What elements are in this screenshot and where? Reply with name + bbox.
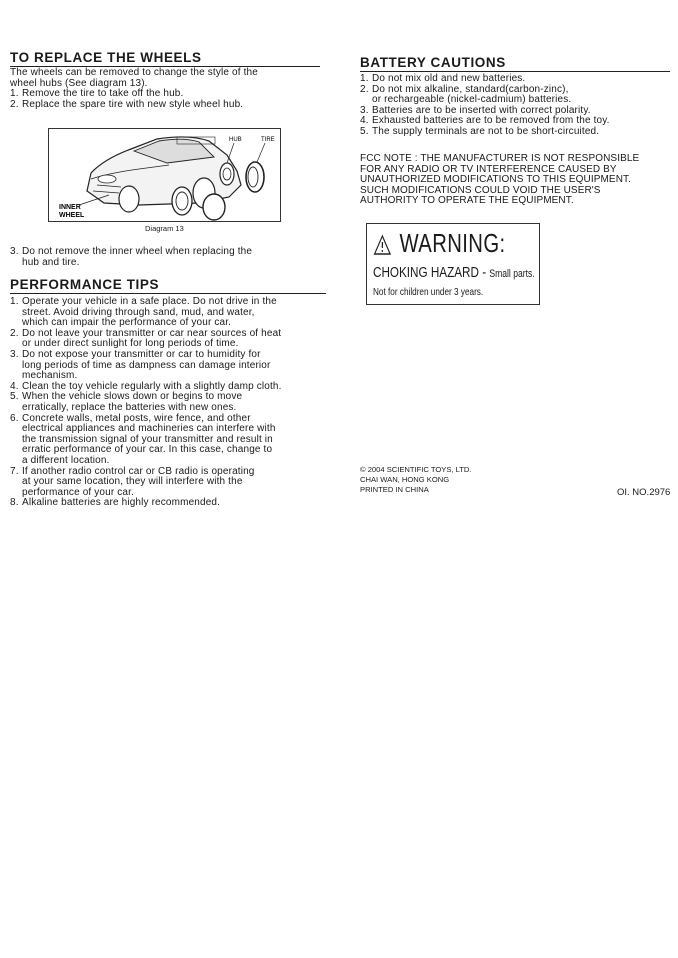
list-item: 3. Do not remove the inner wheel when replacing the hub and tire. bbox=[10, 246, 253, 268]
list-item: 1. Remove the tire to take off the hub. bbox=[10, 88, 184, 100]
replace-wheels-heading: TO REPLACE THE WHEELS bbox=[10, 51, 320, 67]
intro-line: The wheels can be removed to change the style of the bbox=[10, 67, 258, 78]
wheel-diagram bbox=[48, 128, 281, 222]
performance-tips-heading: PERFORMANCE TIPS bbox=[10, 278, 326, 294]
list-item: 3. Batteries are to be inserted with correct polarity. bbox=[360, 104, 591, 116]
tire-label: TIRE bbox=[261, 137, 275, 143]
list-item: 7. If another radio control car or CB radio is operating at your same location, they will interfere with the performance of your car. bbox=[10, 465, 255, 498]
list-item: 1. Operate your vehicle in a safe place. Do not drive in the street. Avoid driving through sand, mud, and water, which can impair the performance of your car. bbox=[10, 296, 277, 329]
replace-steps bbox=[10, 89, 328, 110]
list-item: 4. Exhausted batteries are to be removed from the toy. bbox=[360, 115, 610, 127]
hub-label: HUB bbox=[229, 137, 242, 143]
age-warning-text: Not for children under 3 years. bbox=[373, 286, 484, 298]
replace-wheels-intro bbox=[10, 68, 328, 110]
performance-tips-list bbox=[10, 297, 328, 509]
list-item: 8. Alkaline batteries are highly recommended. bbox=[10, 497, 221, 509]
intro-line: wheel hubs (See diagram 13). bbox=[10, 77, 148, 89]
inner-wheel-label: WHEEL bbox=[59, 212, 85, 219]
list-item: 5. When the vehicle slows down or begins to move erratically, replace the batteries with new ones. bbox=[10, 391, 243, 413]
replace-step-3 bbox=[10, 247, 328, 268]
fcc-note: FCC NOTE : THE MANUFACTURER IS NOT RESPONSIBLE FOR ANY RADIO OR TV INTERFERENCE CAUSED BY UNAUTHORIZED MODIFICATIONS TO THIS EQUIPMENT. SUCH MODIFICATIONS COULD VOID THE USER'S AUTHORITY TO OPERATE THE EQUIPMENT. bbox=[360, 153, 640, 207]
document-code: OI. NO.2976 bbox=[617, 487, 671, 498]
choking-hazard-text: CHOKING HAZARD - Small parts. bbox=[373, 264, 535, 281]
list-item: 1. Do not mix old and new batteries. bbox=[360, 73, 526, 84]
list-item: 4. Clean the toy vehicle regularly with a slightly damp cloth. bbox=[10, 380, 282, 392]
list-item: 5. The supply terminals are not to be short-circuited. bbox=[360, 125, 600, 137]
list-item: 2. Replace the spare tire with new style wheel hub. bbox=[10, 98, 244, 110]
copyright-block: © 2004 SCIENTIFIC TOYS, LTD. CHAI WAN, HONG KONG PRINTED IN CHINA bbox=[360, 465, 472, 494]
list-item: 3. Do not expose your transmitter or car to humidity for long periods of time as dampness can damage interior mechanism. bbox=[10, 348, 271, 382]
car-wheel-illustration bbox=[49, 129, 280, 221]
warning-box bbox=[366, 223, 540, 305]
list-item: 2. Do not leave your transmitter or car near sources of heat or under direct sunlight for long periods of time. bbox=[10, 327, 282, 350]
warning-title: WARNING: bbox=[373, 228, 506, 258]
battery-cautions-list bbox=[360, 74, 672, 138]
warning-triangle-icon bbox=[373, 234, 392, 256]
list-item: 2. Do not mix alkaline, standard(carbon-zinc), or rechargeable (nickel-cadmium) batteries. bbox=[360, 83, 572, 106]
battery-cautions-heading: BATTERY CAUTIONS bbox=[360, 56, 670, 72]
diagram-caption: Diagram 13 bbox=[145, 224, 184, 233]
list-item: 6. Concrete walls, metal posts, wire fence, and other electrical appliances and machineries can interfere with the transmission signal of your transmitter and result in erratic performance of your car. In this case, change to a different location. bbox=[10, 412, 276, 466]
inner-wheel-label: INNER bbox=[59, 204, 81, 211]
